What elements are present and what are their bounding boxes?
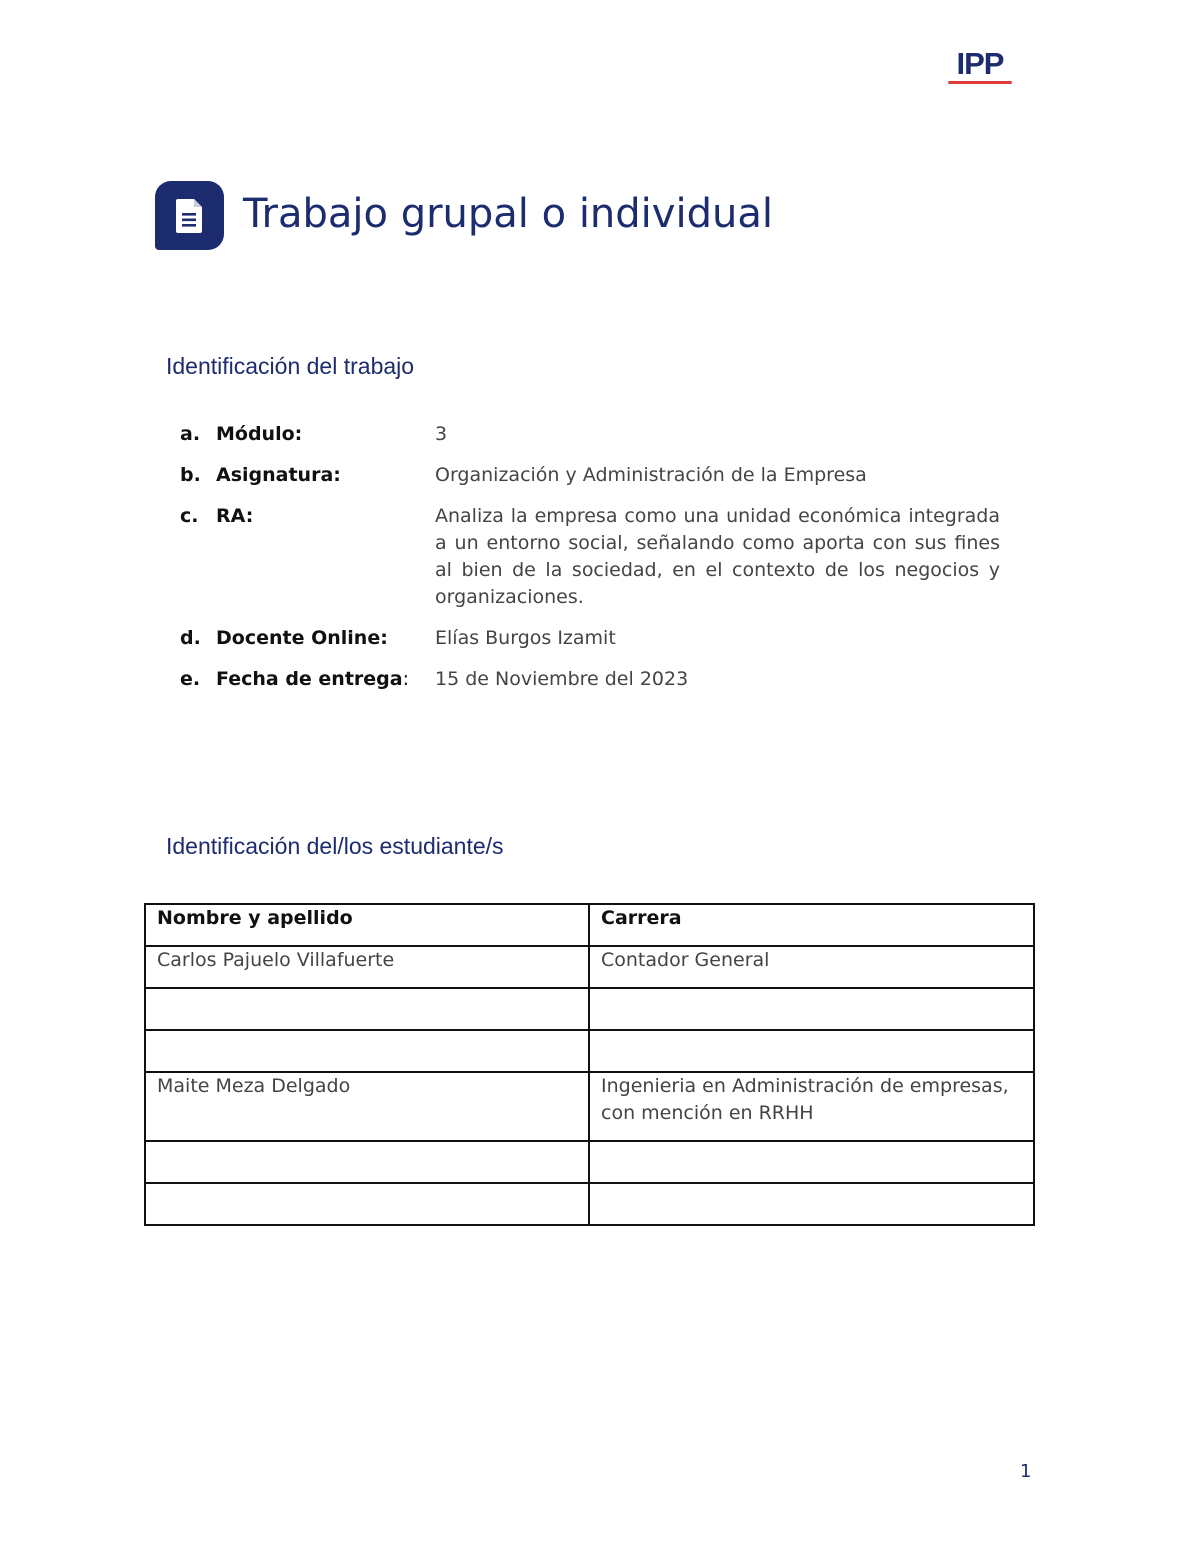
student-name-cell: Maite Meza Delgado (145, 1072, 589, 1141)
info-row-docente (180, 625, 1010, 652)
info-row-asignatura (180, 462, 1010, 489)
student-career-cell (589, 1141, 1034, 1183)
student-name-cell (145, 1183, 589, 1225)
column-header-career: Carrera (589, 904, 1034, 946)
info-label: RA: (216, 505, 254, 527)
student-name-cell (145, 1030, 589, 1072)
info-letter: b. (180, 464, 201, 486)
student-career-cell (589, 1183, 1034, 1225)
student-career-cell: Ingenieria en Administración de empresas, con mención en RRHH (589, 1072, 1034, 1141)
page-number: 1 (1020, 1461, 1032, 1482)
student-career-cell (589, 1030, 1034, 1072)
info-letter: a. (180, 423, 201, 445)
student-name-cell (145, 988, 589, 1030)
document-icon (155, 181, 224, 250)
info-row-fecha (180, 666, 1010, 693)
student-name-cell: Carlos Pajuelo Villafuerte (145, 946, 589, 988)
logo-accent-line (948, 81, 1012, 84)
info-row-modulo (180, 421, 1010, 448)
info-label (216, 666, 435, 693)
info-value: Analiza la empresa como una unidad económica integrada a un entorno social, señalando como aporta con sus fines al bien de la sociedad, en el contexto de los negocios y organizaciones. (435, 505, 1000, 608)
table-row (145, 988, 1034, 1030)
table-row (145, 1183, 1034, 1225)
info-letter: c. (180, 505, 199, 527)
info-row-ra (180, 503, 1010, 611)
info-label-text: Fecha de entrega (216, 668, 403, 690)
info-label: Docente Online: (216, 627, 388, 649)
table-row (145, 1030, 1034, 1072)
institution-logo (940, 48, 1020, 104)
students-heading: Identificación del/los estudiante/s (166, 833, 504, 859)
info-label: Módulo: (216, 423, 303, 445)
table-row (145, 1072, 1034, 1141)
table-header-row (145, 904, 1034, 946)
students-table (144, 903, 1035, 1226)
info-letter: d. (180, 627, 201, 649)
logo-text: IPP (956, 46, 1004, 81)
student-career-cell: Contador General (589, 946, 1034, 988)
info-value: Organización y Administración de la Empresa (435, 464, 867, 486)
info-value: Elías Burgos Izamit (435, 627, 616, 649)
info-label-suffix: : (402, 668, 410, 690)
page-title: Trabajo grupal o individual (243, 191, 773, 237)
student-career-cell (589, 988, 1034, 1030)
info-value: 15 de Noviembre del 2023 (435, 668, 689, 690)
work-identification-list (180, 421, 1010, 707)
column-header-name: Nombre y apellido (145, 904, 589, 946)
work-identification-heading: Identificación del trabajo (166, 353, 415, 379)
info-label: Asignatura: (216, 464, 341, 486)
student-name-cell (145, 1141, 589, 1183)
info-letter: e. (180, 668, 201, 690)
document-icon-glyph (175, 198, 205, 234)
table-row (145, 1141, 1034, 1183)
table-row (145, 946, 1034, 988)
info-value: 3 (435, 423, 448, 445)
